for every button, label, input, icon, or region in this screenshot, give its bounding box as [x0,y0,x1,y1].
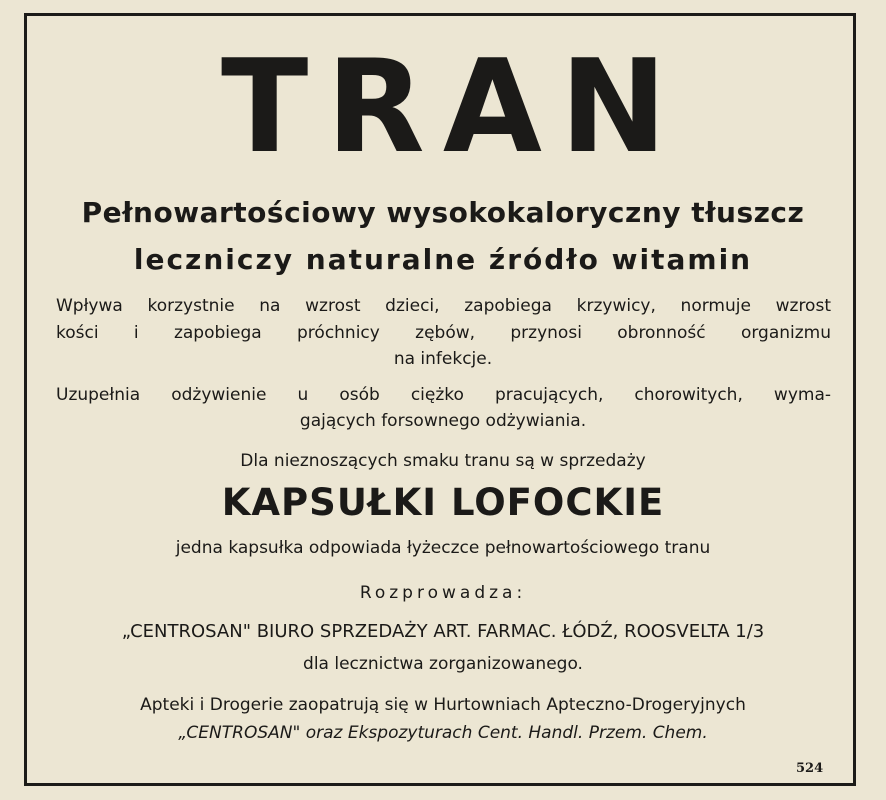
ad-number: 524 [796,761,824,776]
pharmacies-line-1: Apteki i Drogerie zaopatrują się w Hurtowniach Apteczno-Drogeryjnych [140,695,746,715]
benefits-line-3: na infekcje. [393,349,493,369]
benefits-line-1: Wpływa korzystnie na wzrost dzieci, zapobiega krzywicy, normuje wzrost [56,296,831,316]
nutrition-line-2: gających forsownego odżywiania. [299,411,587,431]
ad-headline: TRAN [220,33,686,182]
pharmacies-line-2: „CENTROSAN" oraz Ekspozyturach Cent. Handl. Przem. Chem. [178,723,708,743]
distributor-label: Rozprowadza: [359,583,527,603]
subtitle-line-1: Pełnowartościowy wysokokaloryczny tłuszcz [81,196,805,229]
nutrition-line-1: Uzupełnia odżywienie u osób ciężko pracujących, chorowitych, wyma- [56,385,831,405]
distributor-address: „CENTROSAN" BIURO SPRZEDAŻY ART. FARMAC. ŁÓDŹ, ROOSVELTA 1/3 [121,621,765,642]
capsule-product-name: KAPSUŁKI LOFOCKIE [221,481,665,524]
distributor-note: dla lecznictwa zorganizowanego. [303,654,583,674]
benefits-line-2: kości i zapobiega próchnicy zębów, przynosi obronność organizmu [56,323,831,343]
capsule-intro: Dla nieznoszących smaku tranu są w sprzedaży [240,451,646,471]
capsule-note: jedna kapsułka odpowiada łyżeczce pełnowartościowego tranu [175,538,711,558]
subtitle-line-2: leczniczy naturalne źródło witamin [133,243,753,276]
